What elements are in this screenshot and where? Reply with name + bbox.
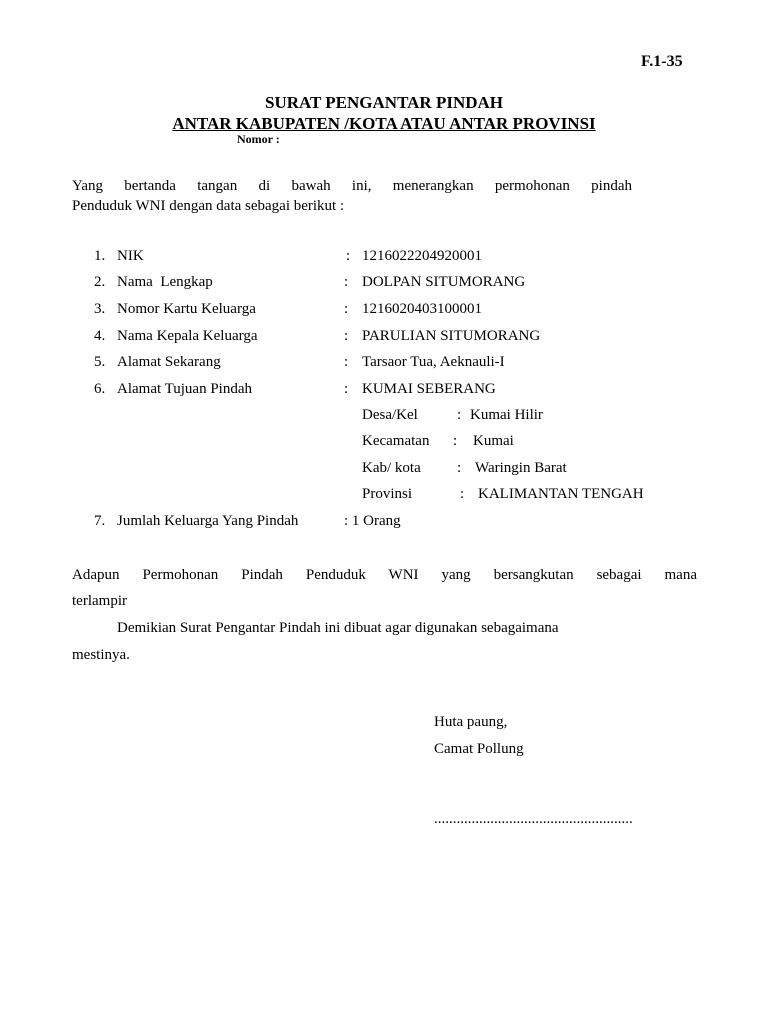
field-colon: : <box>344 354 349 370</box>
document-title: SURAT PENGANTAR PINDAH <box>264 93 504 112</box>
destination-colon: : <box>460 486 465 502</box>
intro-line-2: Penduduk WNI dengan data sebagai berikut : <box>72 198 345 214</box>
closing-paragraph-2-end: mestinya. <box>72 647 130 663</box>
destination-label-desa: Desa/Kel <box>362 407 418 423</box>
field-value-alamat-tujuan: KUMAI SEBERANG <box>362 381 496 397</box>
field-number: 5. <box>94 354 106 370</box>
field-value-kepala-keluarga: PARULIAN SITUMORANG <box>362 328 541 344</box>
closing-paragraph-1-end: terlampir <box>72 593 127 609</box>
field-colon: : <box>346 248 351 264</box>
field-value-alamat-sekarang: Tarsaor Tua, Aeknauli-I <box>362 354 505 370</box>
signature-position: Camat Pollung <box>434 741 524 757</box>
form-code: F.1-35 <box>641 53 683 70</box>
signature-name-line: ..................................................... <box>434 811 633 827</box>
closing-paragraph-1: Adapun Permohonan Pindah Penduduk WNI yang bersangkutan sebagai mana <box>72 567 697 583</box>
document-number-label: Nomor : <box>237 132 280 146</box>
field-value-nama-lengkap: DOLPAN SITUMORANG <box>362 274 526 290</box>
field-label-nik: NIK <box>117 248 144 264</box>
field-number: 6. <box>94 381 106 397</box>
field-label-alamat-tujuan: Alamat Tujuan Pindah <box>117 381 253 397</box>
destination-colon: : <box>457 460 462 476</box>
field-colon: : <box>344 274 349 290</box>
destination-colon: : <box>453 433 458 449</box>
closing-paragraph-2: Demikian Surat Pengantar Pindah ini dibuat agar digunakan sebagaimana <box>117 620 559 636</box>
field-label-jumlah-keluarga: Jumlah Keluarga Yang Pindah <box>117 513 299 529</box>
signature-place: Huta paung, <box>434 714 508 730</box>
destination-colon: : <box>457 407 462 423</box>
field-label-nomor-kk: Nomor Kartu Keluarga <box>117 301 256 317</box>
field-colon: : <box>344 328 349 344</box>
field-value-nomor-kk: 1216020403100001 <box>362 301 482 317</box>
field-number: 1. <box>94 248 106 264</box>
destination-label-kecamatan: Kecamatan <box>362 433 430 449</box>
document-subtitle: ANTAR KABUPATEN /KOTA ATAU ANTAR PROVINSI <box>172 114 596 133</box>
field-number: 4. <box>94 328 106 344</box>
field-value-nik: 1216022204920001 <box>362 248 482 264</box>
field-colon: : <box>344 381 349 397</box>
destination-label-provinsi: Provinsi <box>362 486 413 502</box>
intro-line-1: Yang bertanda tangan di bawah ini, menerangkan permohonan pindah <box>72 178 632 194</box>
destination-value-provinsi: KALIMANTAN TENGAH <box>478 486 644 502</box>
field-label-nama-lengkap: Nama Lengkap <box>117 274 213 290</box>
field-value-jumlah-keluarga: : 1 Orang <box>344 513 401 529</box>
field-colon: : <box>344 301 349 317</box>
destination-value-desa: Kumai Hilir <box>470 407 543 423</box>
field-label-kepala-keluarga: Nama Kepala Keluarga <box>117 328 258 344</box>
destination-label-kabkota: Kab/ kota <box>362 460 421 476</box>
field-number: 7. <box>94 513 106 529</box>
field-number: 2. <box>94 274 106 290</box>
destination-value-kecamatan: Kumai <box>473 433 514 449</box>
field-label-alamat-sekarang: Alamat Sekarang <box>117 354 221 370</box>
field-number: 3. <box>94 301 106 317</box>
destination-value-kabkota: Waringin Barat <box>475 460 567 476</box>
